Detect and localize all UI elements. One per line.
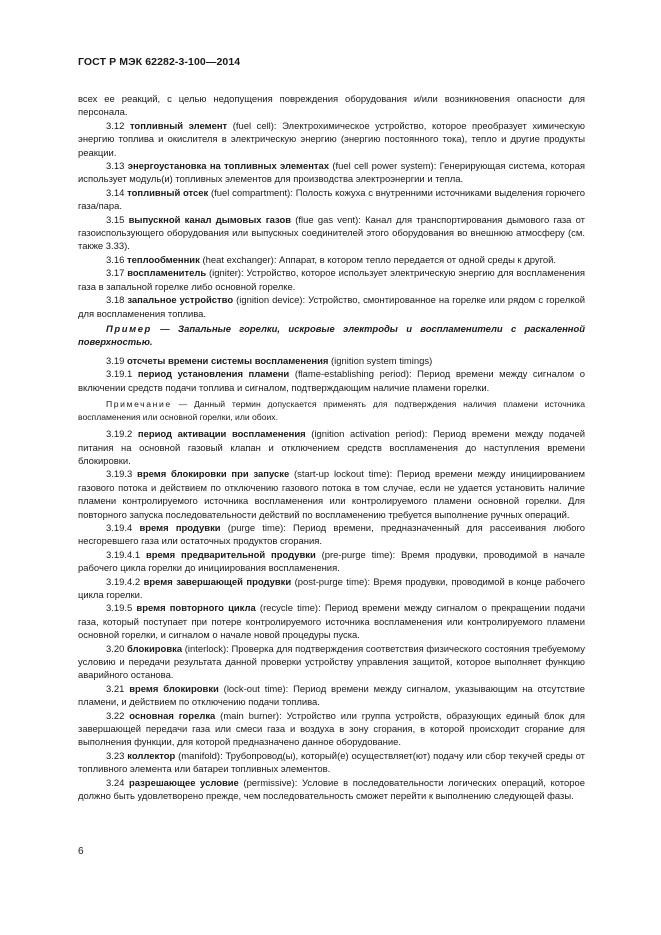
term-number: 3.19.5 — [106, 603, 133, 615]
page-number: 6 — [78, 846, 84, 857]
definition: (manifold): Трубопровод(ы), который(е) осуществляет(ют) подачу или сбор текучей среды от топливного элемента или батареи топливных элементов. — [78, 750, 585, 776]
definition: (recycle time): Период времени между сигналом о прекращении подачи газа, который поступает при потере контролируемого источника воспламенения или контролируемого пламени основной горелки, и сигналом о начале новой процедуры пуска. — [78, 603, 585, 642]
term: отсчеты времени системы воспламенения — [127, 355, 329, 367]
term-number: 3.19.4 — [106, 522, 133, 534]
page-header: ГОСТ Р МЭК 62282-3-100—2014 — [78, 56, 241, 68]
term: основная горелка — [129, 710, 216, 722]
term-number: 3.15 — [106, 214, 125, 226]
paragraph — [78, 683, 585, 710]
paragraph-text: всех ее реакций, с целью недопущения повреждения оборудования и/или возникновения опасности для персонала. — [78, 94, 585, 119]
definition: (heat exchanger): Аппарат, в котором тепло передается от одной среды к другой. — [199, 254, 556, 266]
paragraph — [78, 368, 585, 395]
term: время завершающей продувки — [143, 576, 292, 588]
definition: (flue gas vent): Канал для транспортирования дымового газа от газоиспользующего оборудования или выпускных соединителей этого оборудования во внешнюю атмосферу (см. также 3.33). — [78, 214, 586, 253]
term: время блокировки при запуске — [137, 469, 290, 481]
term-number: 3.16 — [106, 254, 125, 266]
term: период установления пламени — [137, 369, 290, 381]
term: коллектор — [127, 750, 176, 762]
paragraph — [78, 187, 585, 214]
term: время предварительной продувки — [145, 549, 316, 561]
term-number: 3.24 — [106, 777, 125, 789]
term-number: 3.21 — [106, 683, 125, 695]
definition: (ignition device): Устройство, смонтированное на горелке или рядом с горелкой для воспламенения топлива. — [78, 295, 585, 320]
definition: (permissive): Условие в последовательности логических операций, которое должно быть удовлетворено прежде, чем последовательность сможет перейти к выполнению следующей фазы. — [78, 777, 585, 803]
note-paragraph — [78, 398, 585, 423]
term-number: 3.23 — [106, 750, 125, 762]
term: блокировка — [127, 643, 183, 655]
term-number: 3.22 — [106, 710, 125, 722]
definition: (ignition system timings) — [328, 355, 433, 367]
term-number: 3.14 — [106, 187, 125, 199]
example-text: — Запальные горелки, искровые электроды и воспламенители с раскаленной поверхностью. — [78, 323, 585, 349]
term-number: 3.19.1 — [106, 369, 133, 381]
paragraph — [78, 294, 585, 321]
paragraph — [78, 750, 585, 777]
term: теплообменник — [127, 254, 200, 266]
term: топливный отсек — [127, 187, 209, 199]
paragraph — [78, 576, 585, 603]
term-number: 3.19 — [106, 355, 125, 367]
term: энергоустановка на топливных элементах — [127, 161, 330, 173]
term: выпускной канал дымовых газов — [128, 214, 292, 226]
note-label: Примечание — [106, 398, 172, 409]
term-number: 3.19.4.1 — [106, 549, 141, 561]
paragraph — [78, 428, 585, 468]
paragraph — [78, 468, 585, 522]
term: разрешающее условие — [128, 777, 239, 789]
definition: (fuel cell power system): Генерирующая система, которая использует модуль(и) топливных элементов для производства электроэнергии и тепла. — [78, 161, 586, 186]
example-label: Пример — [106, 323, 152, 335]
definition: (igniter): Устройство, которое использует электрическую энергию для воспламенения газа в запальной горелке либо основной горелке. — [78, 268, 586, 293]
definition: (pre-purge time): Время продувки, проводимой в начале рабочего цикла горелки до инициирования воспламенения. — [78, 549, 585, 575]
term: запальное устройство — [127, 295, 234, 307]
term: время продувки — [139, 522, 221, 534]
term: период активации воспламенения — [137, 429, 306, 441]
body-text — [78, 93, 585, 804]
term-number: 3.13 — [106, 161, 125, 173]
example-paragraph — [78, 323, 585, 350]
definition: (flame-establishing period): Период времени между сигналом о включении средств подачи топлива и сигналом, подтверждающим наличие пламени горелки. — [78, 369, 585, 394]
paragraph — [78, 120, 585, 160]
term-number: 3.17 — [106, 268, 125, 280]
paragraph — [78, 602, 585, 642]
term-number: 3.20 — [106, 643, 125, 655]
paragraph — [78, 549, 585, 576]
paragraph — [78, 710, 585, 750]
paragraph — [78, 355, 585, 368]
definition: (lock-out time): Период времени между сигналом, указывающим на отсутствие пламени, и действием по отключению подачи топлива. — [78, 683, 585, 709]
term: топливный элемент — [129, 120, 228, 132]
paragraph — [78, 267, 585, 294]
paragraph — [78, 214, 585, 254]
term-number: 3.18 — [106, 295, 125, 307]
definition: (fuel compartment): Полость кожуха с внутренними источниками выделения горючего газа/пара. — [78, 187, 585, 213]
definition: (start-up lockout time): Период времени между инициированием газового потока и действием по отключению газового потока в том случае, если не удается установить наличие пламени контролируемого источника воспламенения или контролируемого пламени основной горелки. Для повторного запуска последовательности действий по воспламенению требуется выполнение ручных операций. — [78, 469, 585, 521]
definition: (ignition activation period): Период времени между подачей питания на основной газовый клапан и отключением средств воспламенения до наступления времени блокировки. — [78, 429, 585, 467]
term: время повторного цикла — [136, 603, 256, 615]
term-number: 3.19.4.2 — [106, 576, 141, 588]
term-number: 3.19.3 — [106, 469, 133, 481]
paragraph — [78, 522, 585, 549]
definition: (post-purge time): Время продувки, проводимой в конце рабочего цикла горелки. — [78, 576, 586, 601]
term-number: 3.19.2 — [106, 429, 133, 441]
definition: (interlock): Проверка для подтверждения соответствия физического состояния требуемому условию и передачи результата данной проверки устройству управления защитой, которое выполняет функцию аварийного останова. — [78, 643, 585, 682]
paragraph — [78, 254, 585, 267]
paragraph — [78, 160, 585, 187]
paragraph — [78, 93, 585, 120]
term: воспламенитель — [127, 268, 207, 280]
paragraph — [78, 777, 585, 804]
definition: (purge time): Период времени, предназначенный для рассеивания любого несгоревшего газа или остаточных продуктов сгорания. — [78, 522, 586, 548]
paragraph — [78, 643, 585, 683]
definition: (main burner): Устройство или группа устройств, образующих единый блок для завершающей передачи газа или смеси газа и воздуха в зону сгорания, в которой происходит сгорание для выполнения функции, для которой предназначено данное оборудование. — [78, 710, 585, 749]
term-number: 3.12 — [106, 120, 125, 132]
term: время блокировки — [129, 683, 219, 695]
definition: (fuel cell): Электрохимическое устройство, которое преобразует химическую энергию топлива и окислителя в электрическую энергию (энергию постоянного тока), тепло и другие продукты реакции. — [78, 120, 585, 159]
note-text: — Данный термин допускается применять для подтверждения наличия пламени источника воспламенения или основной горелки, или обоих. — [78, 398, 585, 422]
